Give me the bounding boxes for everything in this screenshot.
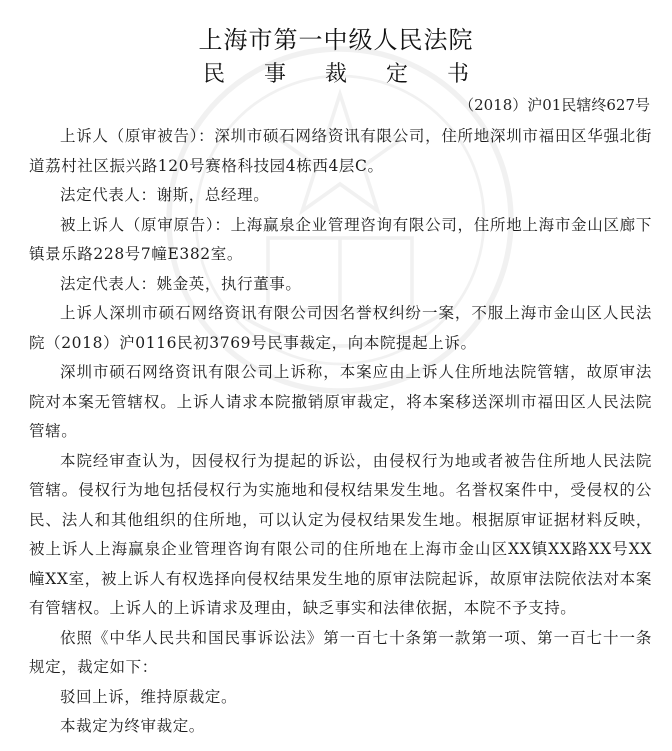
court-name: 上海市第一中级人民法院 [198, 26, 474, 54]
ruling-body [29, 122, 652, 742]
paragraph-appellant-representative: 法定代表人：谢斯，总经理。 [60, 186, 270, 204]
paragraph-ruling: 驳回上诉，维持原裁定。 [60, 687, 238, 706]
document-type-title: 民 事 裁 定 书 [203, 62, 485, 87]
paragraph-finality: 本裁定为终审裁定。 [60, 717, 205, 735]
paragraph-appellant: 上诉人（原审被告）：深圳市硕石网络资讯有限公司，住所地深圳市福田区华强北街道荔村社区振兴路120号赛格科技园4栋西4层C。 [29, 127, 652, 175]
paragraph-case-intro: 上诉人深圳市硕石网络资讯有限公司因名誉权纠纷一案，不服上海市金山区人民法院（2018）沪0116民初3769号民事裁定，向本院提起上诉。 [29, 304, 652, 352]
case-number: （2018）沪01民辖终627号 [459, 96, 650, 114]
paragraph-legal-basis: 依照《中华人民共和国民事诉讼法》第一百七十条第一款第一项、第一百七十一条规定，裁定如下： [29, 628, 652, 676]
paragraph-appeal-claim: 深圳市硕石网络资讯有限公司上诉称，本案应由上诉人住所地法院管辖，故原审法院对本案无管辖权。上诉人请求本院撤销原审裁定，将本案移送深圳市福田区人民法院管辖。 [29, 363, 652, 440]
paragraph-appellee: 被上诉人（原审原告）：上海赢泉企业管理咨询有限公司，住所地上海市金山区廊下镇景乐路228号7幢E382室。 [29, 215, 652, 263]
paragraph-court-opinion: 本院经审查认为，因侵权行为提起的诉讼，由侵权行为地或者被告住所地人民法院管辖。侵权行为地包括侵权行为实施地和侵权结果发生地。名誉权案件中，受侵权的公民、法人和其他组织的住所地，可以认定为侵权结果发生地。根据原审证据材料反映，被上诉人上海赢泉企业管理咨询有限公司的住所地在上海市金山区XX镇XX路XX号XX幢XX室，被上诉人有权选择向侵权结果发生地的原审法院起诉，故原审法院依法对本案有管辖权。上诉人的上诉请求及理由，缺乏事实和法律依据，本院不予支持。 [29, 451, 652, 617]
paragraph-appellee-representative: 法定代表人：姚金英，执行董事。 [60, 274, 302, 293]
